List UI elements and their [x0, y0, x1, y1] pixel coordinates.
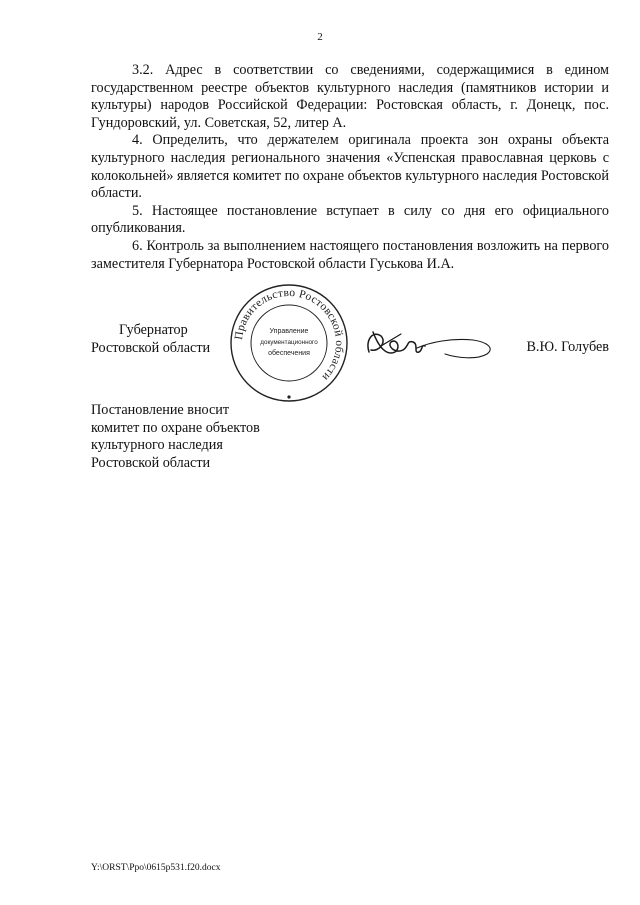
seal-inner-line1: Управление [269, 328, 309, 335]
resolution-text [91, 62, 609, 273]
handwritten-signature [361, 322, 496, 366]
submitter-note [91, 402, 351, 472]
page-number: 2 [317, 31, 323, 43]
submitter-line2: комитет по охране объектов [91, 419, 260, 436]
paragraph-4: 4. Определить, что держателем оригинала проекта зон охраны объекта культурного наследия регионального значения «Успенская православная церковь с колокольней» является комитет по охране объектов культурного наследия Ростовской области. [91, 132, 609, 202]
submitter-line4: Ростовской области [91, 454, 211, 471]
file-path-footer: Y:\ORST\Ppo\0615p531.f20.docx [91, 863, 221, 873]
official-seal [228, 282, 350, 404]
svg-text:Правительство Ростовской облас [233, 287, 345, 383]
paragraph-5: 5. Настоящее постановление вступает в силу со дня его официального опубликования. [91, 202, 609, 237]
governor-title-line2: Ростовской области [91, 339, 211, 356]
seal-outer-text: Правительство Ростовской области [233, 286, 346, 384]
submitter-line3: культурного наследия [91, 437, 223, 454]
paragraph-3-2: 3.2. Адрес в соответствии со сведениями, содержащимися в едином государственном реестре объектов культурного наследия (памятников истории и культуры) народов Российской Федерации: Ростовская область, г. Донецк, пос. Гундоровский, ул. Советская, 52, литер А. [91, 62, 609, 131]
signer-name: В.Ю. Голубев [526, 339, 609, 355]
submitter-line1: Постановление вносит [91, 402, 230, 418]
signature-block [91, 282, 609, 402]
paragraph-6: 6. Контроль за выполнением настоящего постановления возложить на первого заместителя Губернатора Ростовской области Гуськова И.А. [91, 237, 609, 272]
seal-inner-line2: документационного [260, 339, 318, 346]
governor-title [91, 322, 231, 357]
governor-title-line1: Губернатор [119, 322, 188, 338]
seal-inner-line3: обеспечения [268, 350, 310, 357]
